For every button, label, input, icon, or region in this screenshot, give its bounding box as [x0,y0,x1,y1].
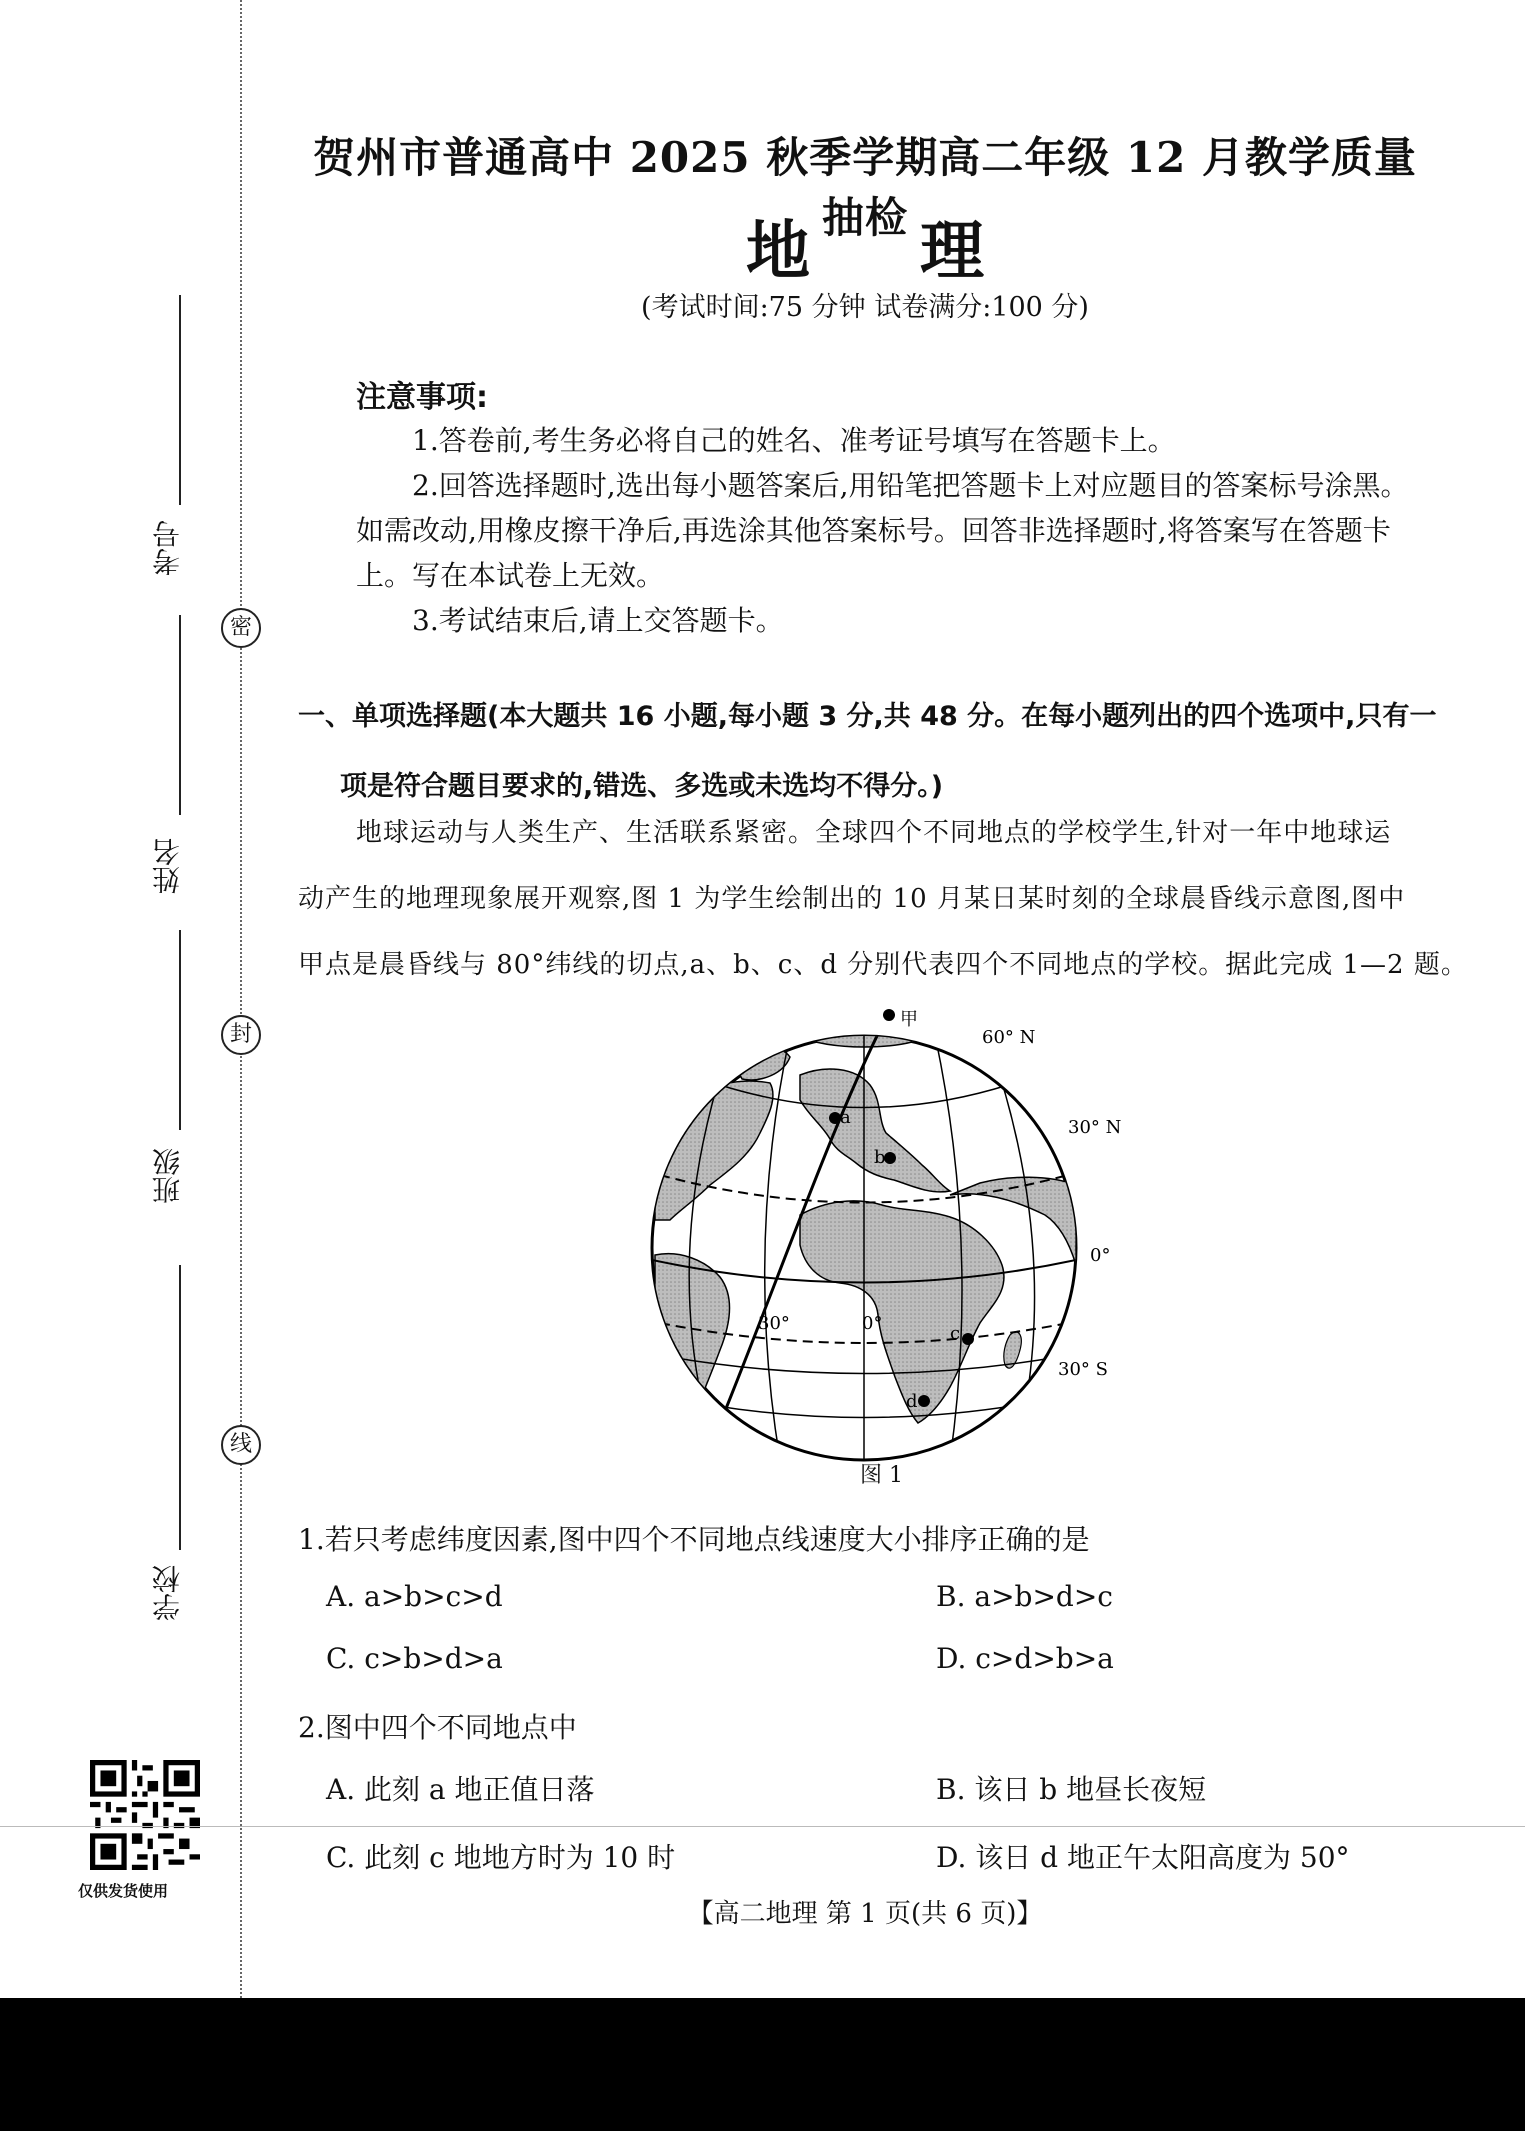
material-line-1: 地球运动与人类生产、生活联系紧密。全球四个不同地点的学校学生,针对一年中地球运 [356,818,1392,848]
point-b [884,1152,896,1164]
page-footer: 【高二地理 第 1 页(共 6 页)】 [687,1899,1043,1929]
reading-material [298,800,1483,998]
school-label: 学校 [151,1565,184,1621]
q2-option-a[interactable]: A. 此刻 a 地正值日落 [326,1773,595,1806]
globe-figure [650,1005,1130,1475]
q1-option-d[interactable]: D. c>d>b>a [936,1642,1114,1675]
seal-feng: 封 [221,1015,261,1055]
name-line [179,615,181,815]
q2-option-c[interactable]: C. 此刻 c 地地方时为 10 时 [326,1841,676,1874]
figure-caption: 图 1 [860,1463,903,1488]
q2-option-d[interactable]: D. 该日 d 地正午太阳高度为 50° [936,1841,1350,1874]
qr-code [90,1760,200,1870]
label-b: b [874,1147,886,1168]
notice-heading: 注意事项: [356,380,488,415]
label-30s: 30° S [1058,1359,1108,1380]
exam-number-line [179,295,181,505]
class-line [179,930,181,1130]
exam-info: (考试时间:75 分钟 试卷满分:100 分) [641,292,1089,323]
school-line [179,1265,181,1550]
seal-mi: 密 [221,608,261,648]
seal-xian: 线 [221,1425,261,1465]
point-d [918,1395,930,1407]
label-c: c [950,1323,961,1344]
notice-item: 3.考试结束后,请上交答题卡。 [412,604,784,637]
label-equator: 0° [1090,1245,1111,1266]
exam-number-label: 考号 [151,520,184,576]
subject-title [300,200,1430,292]
q1-option-b[interactable]: B. a>b>d>c [936,1580,1113,1613]
notice-item: 1.答卷前,考生务必将自己的姓名、准考证号填写在答题卡上。 [412,424,1176,457]
binding-cut-line [240,0,242,1998]
q2-option-b[interactable]: B. 该日 b 地昼长夜短 [936,1773,1207,1806]
label-60n: 60° N [982,1027,1036,1048]
name-label: 姓名 [151,838,184,894]
material-line-2: 动产生的地理现象展开观察,图 1 为学生绘制出的 10 月某日某时刻的全球晨昏线示意图,图中 [298,884,1406,914]
subject-char-2: 理 [920,214,984,289]
label-lon-0: 0° [862,1313,883,1334]
label-a: a [840,1107,851,1128]
notice-list [356,418,1436,643]
notice-item: 2.回答选择题时,选出每小题答案后,用铅笔把答题卡上对应题目的答案标号涂黑。如需改动,用橡皮擦干净后,再选涂其他答案标号。回答非选择题时,将答案写在答题卡上。写在本试卷上无效。 [356,469,1409,592]
section-heading-line-2: 项是符合题目要求的,错选、多选或未选均不得分。) [340,771,944,802]
subject-char-1: 地 [746,214,810,289]
label-jia: 甲 [900,1009,918,1030]
question-1-stem: 1.若只考虑纬度因素,图中四个不同地点线速度大小排序正确的是 [298,1523,1090,1556]
q1-option-c[interactable]: C. c>b>d>a [326,1642,503,1675]
label-d: d [906,1391,918,1412]
section-heading-line-1: 一、单项选择题(本大题共 16 小题,每小题 3 分,共 48 分。在每小题列出的四个选项中,只有一 [298,701,1437,732]
question-2-stem: 2.图中四个不同地点中 [298,1711,577,1744]
q1-option-a[interactable]: A. a>b>c>d [326,1580,503,1613]
label-30n: 30° N [1068,1117,1122,1138]
qr-caption: 仅供发货使用 [78,1882,169,1900]
class-label: 班级 [151,1148,184,1204]
material-line-3: 甲点是晨昏线与 80°纬线的切点,a、b、c、d 分别代表四个不同地点的学校。据此完成 1—2 题。 [298,950,1468,980]
point-c [962,1333,974,1345]
label-lon-30: 30° [758,1313,790,1334]
scan-bottom-border [0,1998,1525,2131]
exam-title: 贺州市普通高中 2025 秋季学期高二年级 12 月教学质量抽检 [313,133,1417,242]
polar-cap [770,1009,950,1047]
scan-fold-line [0,1826,1525,1827]
point-jia [883,1009,895,1021]
